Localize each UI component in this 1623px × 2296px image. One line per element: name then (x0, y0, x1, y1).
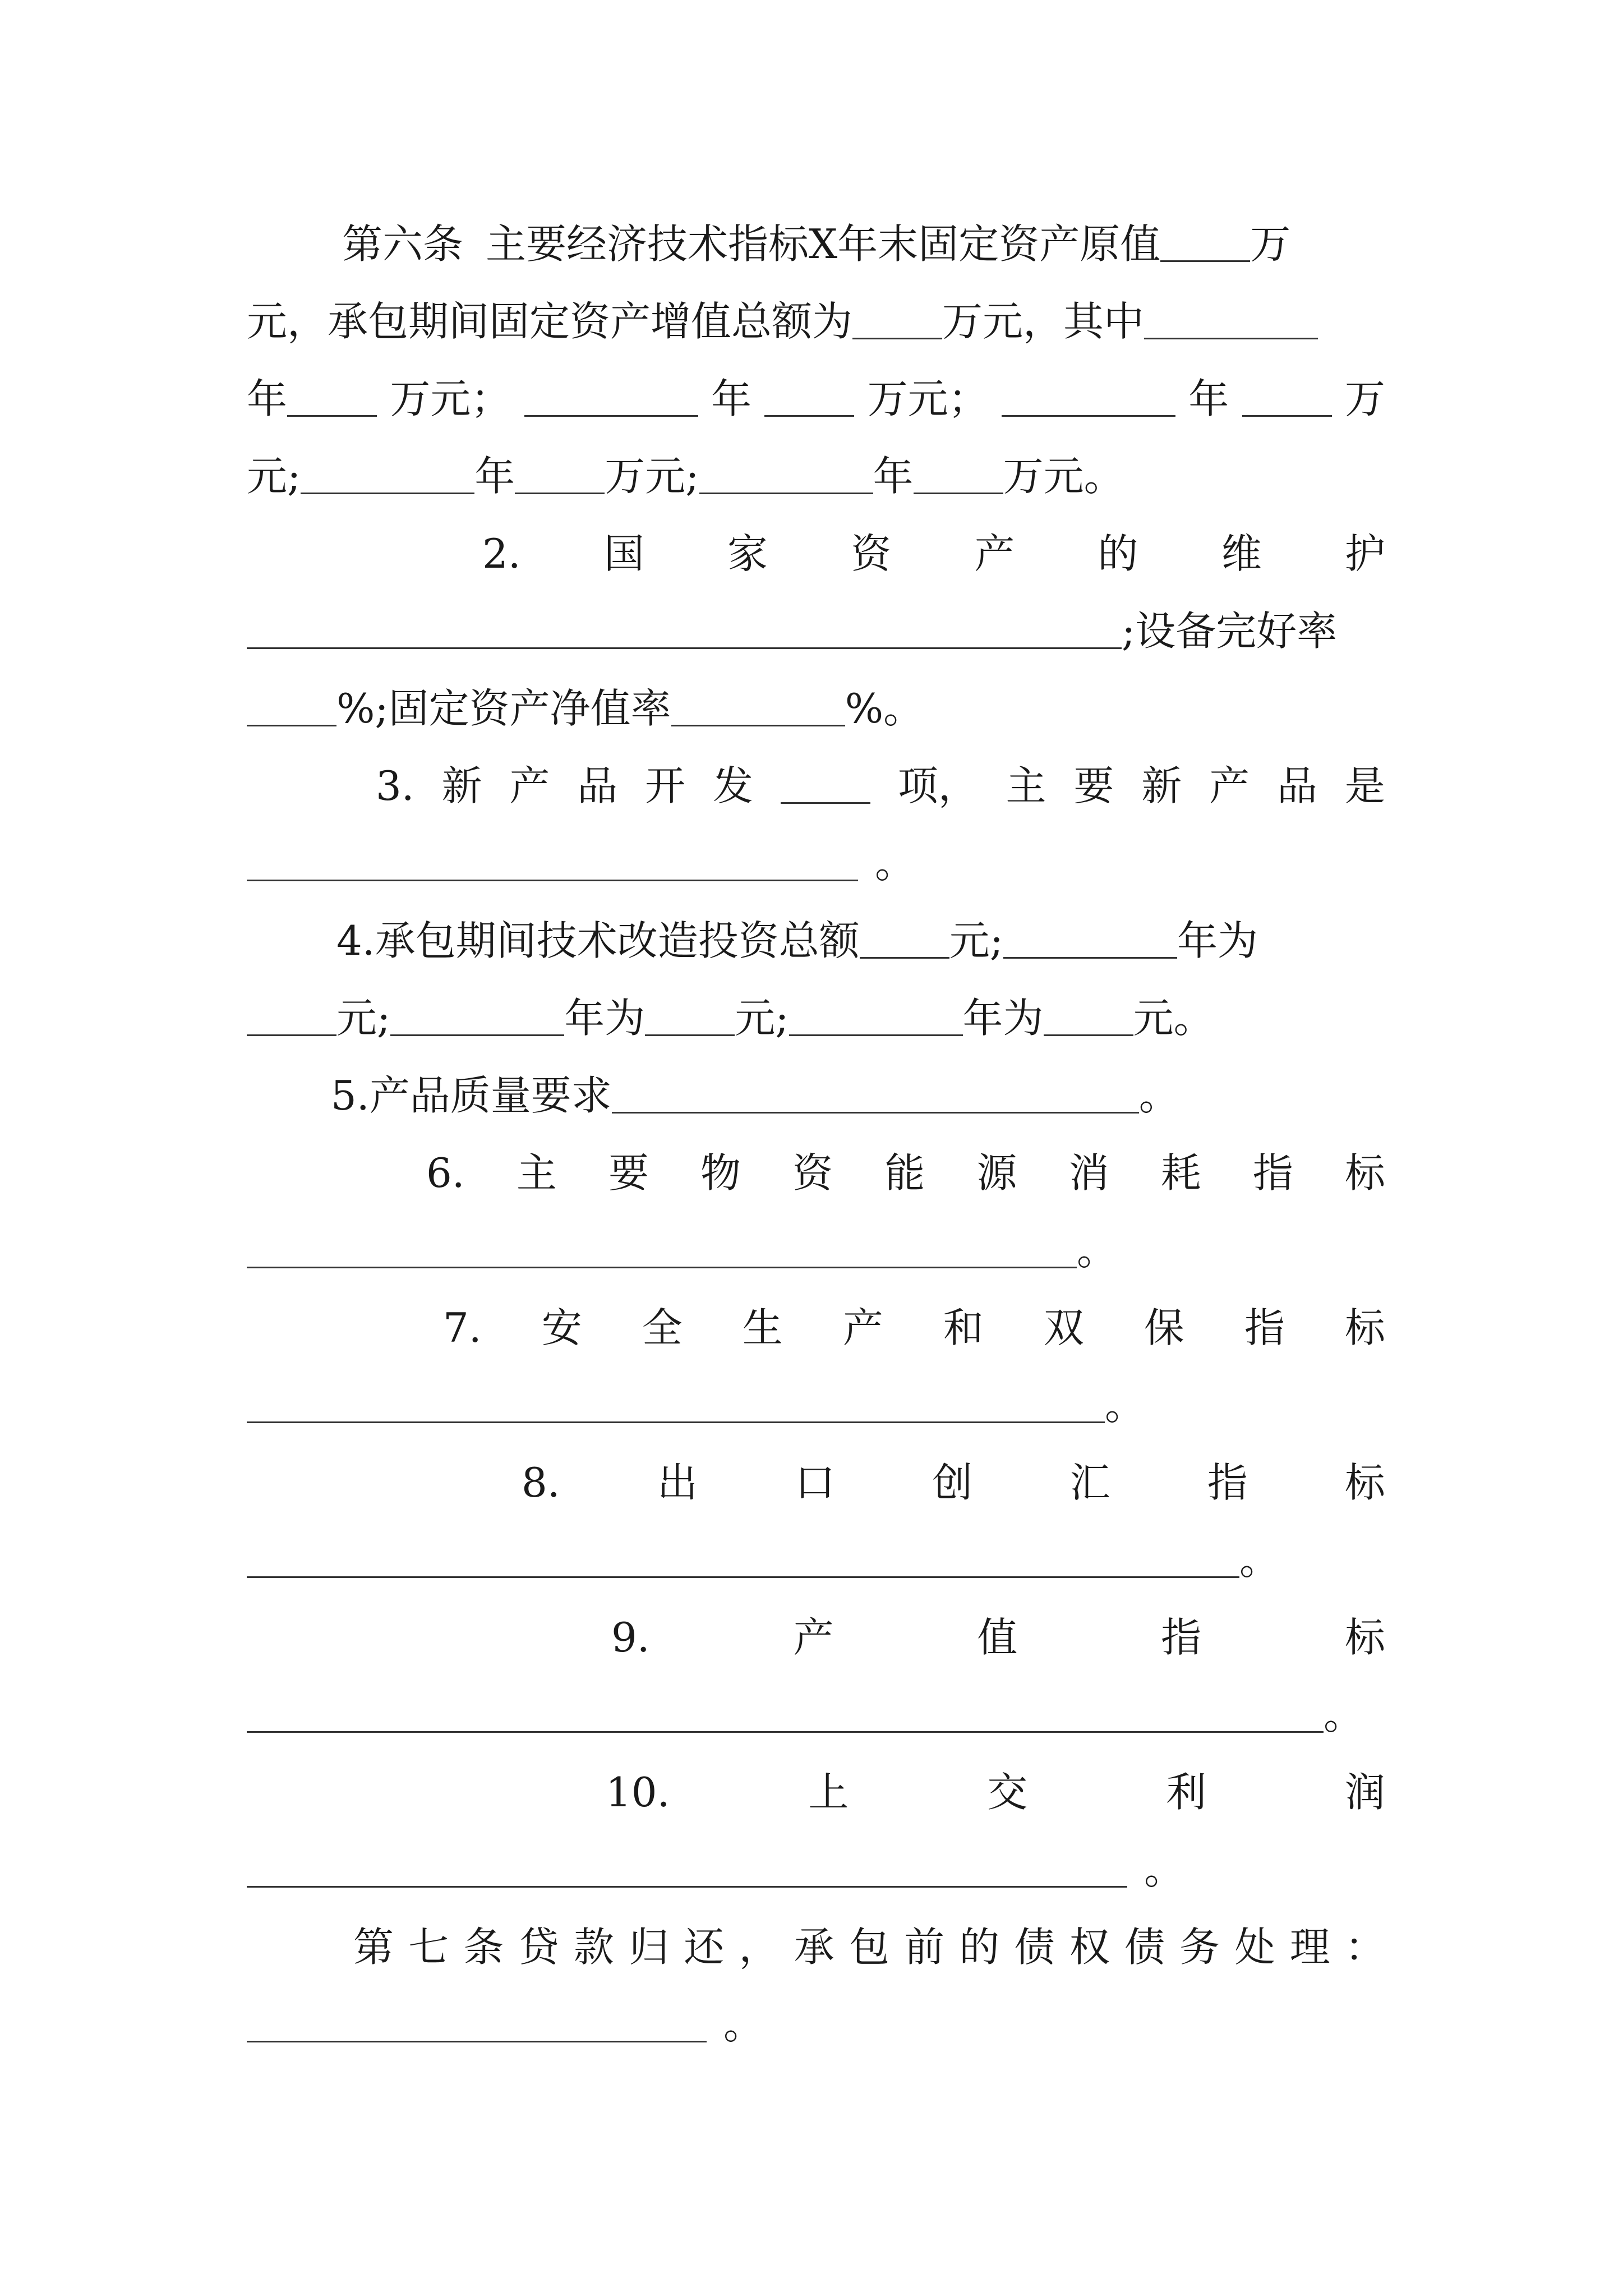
item8-line2 (247, 1529, 1385, 1591)
item-text: 5.产品质量要求 (331, 1072, 612, 1119)
article7-char: 条 (463, 1924, 504, 1971)
blank-field[interactable] (524, 381, 698, 417)
item2-line3 (247, 678, 1385, 739)
item-char: 全 (642, 1304, 683, 1351)
item-text: %。 (845, 685, 924, 732)
item-text: %;固定资产净值率 (336, 685, 671, 732)
item-char: 标 (1344, 1459, 1385, 1506)
article7-char: 债 (1014, 1924, 1055, 1971)
blank-field[interactable] (247, 1233, 1077, 1268)
item-char: 值 (977, 1614, 1018, 1661)
item-char: 出 (657, 1459, 698, 1506)
item7-line2 (247, 1374, 1385, 1436)
article7-char: 款 (573, 1924, 614, 1971)
item6-line2 (247, 1220, 1385, 1281)
item-char: 消 (1068, 1149, 1109, 1197)
item10-heading (606, 1761, 1385, 1823)
article7-char: 的 (959, 1924, 1000, 1971)
blank-field[interactable] (852, 304, 942, 339)
blank-field[interactable] (247, 1001, 336, 1036)
item-char: 资 (851, 530, 892, 577)
item-char: 口 (795, 1459, 836, 1506)
blank-field[interactable] (247, 614, 1122, 649)
blank-field[interactable] (247, 1543, 1239, 1578)
item-number: 10. (606, 1769, 670, 1816)
item-char: 主 (516, 1149, 557, 1197)
article6-line3 (247, 368, 1385, 430)
article7-char: 第 (353, 1924, 394, 1971)
punctuation: 。 (1138, 1072, 1179, 1119)
item2-line2 (247, 600, 1385, 662)
item-char: 润 (1344, 1769, 1385, 1816)
article6-line1 (247, 213, 1385, 275)
blank-field[interactable] (1242, 381, 1332, 417)
item-char: 交 (987, 1769, 1028, 1816)
unit-year: 年 (873, 453, 914, 500)
item-char: 护 (1344, 530, 1385, 577)
article7-char: 债 (1124, 1924, 1165, 1971)
blank-field[interactable] (1003, 923, 1177, 959)
item-char: 产 (974, 530, 1015, 577)
article7-char: 贷 (518, 1924, 559, 1971)
item-char: 指 (1161, 1614, 1202, 1661)
article6-line4 (247, 445, 1385, 507)
blank-field[interactable] (860, 923, 949, 959)
item-number: 8. (522, 1459, 560, 1506)
blank-field[interactable] (645, 1001, 735, 1036)
punctuation: 。 (1239, 1536, 1280, 1584)
item-char: 主 (1006, 762, 1046, 809)
item-text: 项， (897, 762, 979, 809)
item-char: 家 (727, 530, 768, 577)
article7-line2 (247, 1994, 1385, 2055)
item5-line (331, 1065, 1385, 1126)
article7-char: 处 (1234, 1924, 1275, 1971)
item-char: 物 (700, 1149, 741, 1197)
item-char: 的 (1098, 530, 1138, 577)
item3-line2 (247, 832, 1385, 894)
item6-heading (426, 1142, 1385, 1204)
item-text: 年为 (962, 995, 1044, 1042)
item-char: 创 (932, 1459, 973, 1506)
item-char: 产 (793, 1614, 834, 1661)
unit-text: 万 (1344, 375, 1385, 422)
unit-wan: 万元； (390, 375, 511, 422)
article7-char: 前 (904, 1924, 945, 1971)
item-char: 耗 (1160, 1149, 1201, 1197)
item-char: 品 (1276, 762, 1317, 809)
blank-field[interactable] (247, 2007, 707, 2042)
unit-wan: 万元; (605, 453, 699, 500)
unit-wan: 万元。 (1003, 453, 1124, 500)
punctuation: 。 (875, 840, 916, 887)
item-char: 保 (1144, 1304, 1184, 1351)
item-char: 资 (792, 1149, 833, 1197)
article7-char: ， (739, 1924, 780, 1971)
unit-wan: 万元； (867, 375, 989, 422)
item-char: 产 (1209, 762, 1250, 809)
item-char: 品 (577, 762, 618, 809)
item-text: 元; (949, 917, 1003, 964)
item-number: 2. (482, 530, 521, 577)
item3-heading (376, 755, 1385, 817)
article7-heading (353, 1916, 1385, 1978)
item2-heading (482, 523, 1385, 585)
article7-char: ： (1344, 1924, 1385, 1971)
item-char: 上 (808, 1769, 849, 1816)
article7-char: 理 (1289, 1924, 1330, 1971)
item-text: 元; (336, 995, 391, 1042)
article7-char: 务 (1179, 1924, 1220, 1971)
item-char: 新 (441, 762, 482, 809)
unit-year: 年 (711, 375, 751, 422)
article6-title: 第六条 (342, 220, 464, 268)
punctuation: 。 (723, 2001, 764, 2048)
blank-field[interactable] (247, 1697, 1324, 1733)
item-char: 生 (742, 1304, 783, 1351)
item-char: 标 (1344, 1614, 1385, 1661)
item-char: 指 (1252, 1149, 1293, 1197)
blank-field[interactable] (247, 1852, 1127, 1888)
article6-line2 (247, 291, 1385, 352)
blank-field[interactable] (515, 459, 605, 494)
blank-field[interactable] (1160, 227, 1250, 262)
item4-line1 (336, 910, 1385, 972)
item-char: 源 (976, 1149, 1017, 1197)
item-char: 指 (1207, 1459, 1248, 1506)
article7-char: 还 (684, 1924, 725, 1971)
item-char: 能 (884, 1149, 925, 1197)
item-char: 维 (1221, 530, 1262, 577)
item-number: 3. (376, 762, 414, 809)
blank-field[interactable] (247, 846, 858, 881)
item-char: 和 (943, 1304, 984, 1351)
item-text: 年为 (1177, 917, 1258, 964)
item-char: 指 (1244, 1304, 1285, 1351)
article7-char: 归 (629, 1924, 670, 1971)
unit-year: 年 (247, 375, 288, 422)
item-number: 9. (611, 1614, 650, 1661)
blank-field[interactable] (287, 381, 377, 417)
item10-line2 (247, 1839, 1385, 1901)
blank-field[interactable] (671, 691, 845, 726)
punctuation: 。 (1324, 1691, 1364, 1738)
item-char: 汇 (1069, 1459, 1110, 1506)
article6-text: 元，承包期间固定资产增值总额为 (247, 298, 853, 345)
blank-field[interactable] (781, 769, 870, 804)
item-text: 元; (735, 995, 789, 1042)
item-text: ;设备完好率 (1122, 608, 1338, 655)
item-char: 开 (645, 762, 686, 809)
unit-year: 年 (474, 453, 515, 500)
article6-text: 万元，其中 (942, 298, 1145, 345)
article7-char: 七 (408, 1924, 449, 1971)
unit-text: 万 (1250, 220, 1291, 268)
blank-field[interactable] (390, 1001, 564, 1036)
item4-line2 (247, 987, 1385, 1049)
item-char: 双 (1043, 1304, 1084, 1351)
blank-field[interactable] (612, 1078, 1139, 1114)
punctuation: 。 (1077, 1227, 1118, 1274)
unit-text: 元; (247, 453, 301, 500)
item-text: 年为 (564, 995, 645, 1042)
item-number: 7. (443, 1304, 482, 1351)
item9-heading (611, 1607, 1385, 1668)
item-char: 安 (541, 1304, 582, 1351)
item-char: 产 (509, 762, 550, 809)
item-char: 发 (712, 762, 753, 809)
article6-indicator-text: 主要经济技术指标X年末固定资产原值 (486, 220, 1161, 268)
item-text: 元。 (1133, 995, 1214, 1042)
blank-field[interactable] (247, 691, 336, 726)
blank-field[interactable] (301, 459, 474, 494)
blank-field[interactable] (1002, 381, 1175, 417)
article7-char: 承 (794, 1924, 834, 1971)
item7-heading (443, 1297, 1385, 1359)
article7-char: 权 (1069, 1924, 1110, 1971)
item-char: 要 (608, 1149, 649, 1197)
item-char: 国 (603, 530, 644, 577)
blank-field[interactable] (1044, 1001, 1133, 1036)
blank-field[interactable] (764, 381, 854, 417)
blank-field[interactable] (1144, 304, 1318, 339)
item9-line2 (247, 1684, 1385, 1746)
item-number: 6. (426, 1149, 465, 1197)
article7-char: 包 (849, 1924, 889, 1971)
punctuation: 。 (1144, 1846, 1185, 1893)
blank-field[interactable] (699, 459, 873, 494)
punctuation: 。 (1105, 1382, 1146, 1429)
blank-field[interactable] (914, 459, 1003, 494)
blank-field[interactable] (247, 1388, 1105, 1423)
blank-field[interactable] (789, 1001, 963, 1036)
item-char: 标 (1344, 1304, 1385, 1351)
item-char: 要 (1073, 762, 1114, 809)
item-char: 产 (842, 1304, 883, 1351)
item-char: 利 (1166, 1769, 1207, 1816)
item-text: 4.承包期间技术改造投资总额 (336, 917, 860, 964)
item-char: 是 (1344, 762, 1385, 809)
item-char: 新 (1141, 762, 1182, 809)
item-char: 标 (1344, 1149, 1385, 1197)
item8-heading (522, 1452, 1385, 1513)
unit-year: 年 (1188, 375, 1229, 422)
